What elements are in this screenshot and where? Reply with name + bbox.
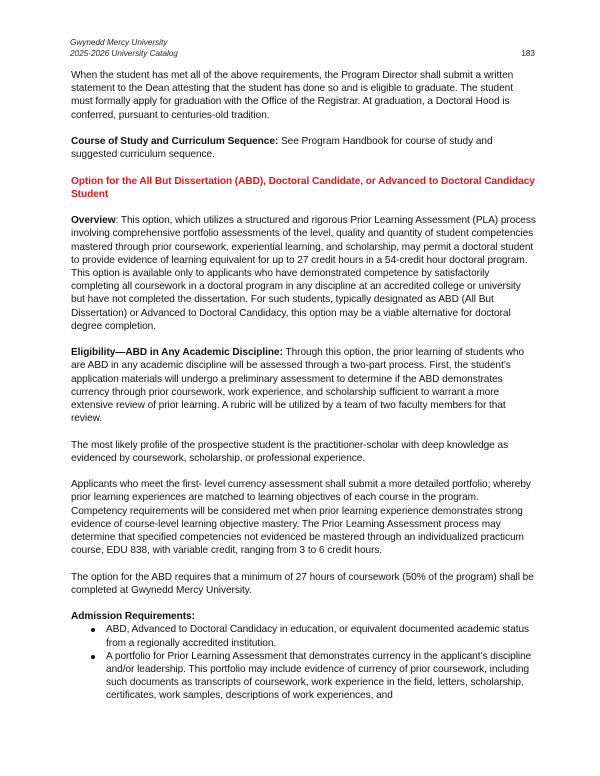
- catalog-title: 2025-2026 University Catalog: [70, 49, 178, 58]
- course-of-study-paragraph: [71, 135, 536, 161]
- applicants-paragraph: Applicants who meet the first- level currency assessment shall submit a more detailed portfolio; whereby prior learning experiences are matched to learning objectives of each course in the program. Competency requirements will be considered met when prior learning experience demonstrates strong evidence of course-level learning objective mastery. The Prior Learning Assessment process may determine that specified competencies not evidenced be mastered through an individualized practicum course, EDU 838, with variable credit, ranging from 3 to 6 credit hours.: [71, 479, 531, 557]
- page-header: [70, 37, 535, 59]
- profile-paragraph: The most likely profile of the prospective student is the practitioner-scholar with deep knowledge as evidenced by coursework, scholarship, or professional experience.: [71, 439, 509, 464]
- document-body: [71, 69, 536, 703]
- overview-text: : This option, which utilizes a structured and rigorous Prior Learning Assessment (PLA) process involving comprehensive portfolio assessments of the level, quality and quantity of student competencies mastered through prior coursework, experiential learning, and scholarship, may permit a doctoral student to provide evidence of learning equivalent for up to 27 credit hours in a 54-credit hour doctoral program. This option is available only to applicants who have demonstrated competence by satisfactorily completing all coursework in a doctoral program in any discipline at an accredited college or university but have not completed the dissertation. For such students, typically designated as ABD (All But Dissertation) or Advanced to Doctoral Candidacy, this option may be a viable alternative for doctoral degree completion.: [71, 215, 536, 332]
- course-of-study-text: See Program Handbook for course of study and suggested curriculum sequence.: [71, 136, 493, 161]
- eligibility-label: Eligibility—ABD in Any Academic Discipline:: [71, 347, 283, 359]
- course-of-study-label: Course of Study and Curriculum Sequence:: [71, 136, 279, 147]
- overview-label: Overview: [71, 215, 116, 227]
- graduation-paragraph: When the student has met all of the above requirements, the Program Director shall submit a written statement to the Dean attesting that the student has done so and is eligible to graduate. The student must formally apply for graduation with the Office of the Registrar. At graduation, a Doctoral Hood is conferred, pursuant to centuries-old tradition.: [71, 70, 514, 121]
- abd-section-heading: Option for the All But Dissertation (ABD), Doctoral Candidate, or Advanced to Doctoral Candidacy Student: [71, 175, 535, 200]
- admission-requirements-heading: Admission Requirements:: [71, 611, 195, 623]
- eligibility-text: Through this option, the prior learning of students who are ABD in any academic discipline will be assessed through a two-part process. First, the student’s application materials will undergo a preliminary assessment to determine if the ABD demonstrates currency through prior coursework, work experience, and scholarship sufficient to warrant a more extensive review of prior learning. A rubric will be utilized by a team of two faculty members for that review.: [71, 347, 525, 425]
- admission-requirements-list: [71, 623, 536, 702]
- list-item: A portfolio for Prior Learning Assessment that demonstrates currency in the applicant’s discipline and/or leadership. This portfolio may include evidence of currency of prior coursework, including such documents as transcripts of coursework, work experience in the field, letters, scholarship, certificates, work samples, descriptions of work experiences, and: [71, 650, 536, 703]
- minimum-coursework-paragraph: The option for the ABD requires that a minimum of 27 hours of coursework (50% of the program) shall be completed at Gwynedd Mercy University.: [71, 571, 534, 596]
- overview-paragraph: [71, 214, 536, 333]
- institution-name: Gwynedd Mercy University: [70, 38, 168, 47]
- eligibility-paragraph: [71, 346, 536, 425]
- page-number: 183: [521, 49, 535, 58]
- list-item: ABD, Advanced to Doctoral Candidacy in education, or equivalent documented academic status from a regionally accredited institution.: [71, 623, 536, 649]
